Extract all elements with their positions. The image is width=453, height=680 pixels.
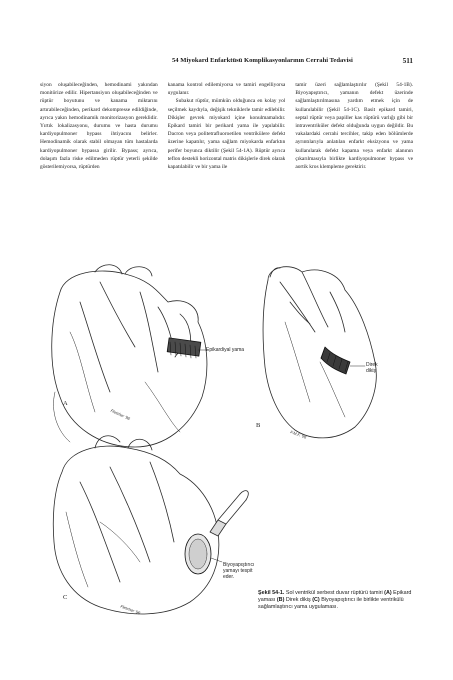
figure-54-1 <box>40 262 420 642</box>
paragraph: kanama kontrol edilemiyorsa ve tamiri engelliyorsa uygulanır. <box>167 82 286 97</box>
artist-signature: Fletcher '96 <box>109 407 131 422</box>
label-direct-suture: Direk dikiş <box>366 362 378 374</box>
text-column-2 <box>168 81 286 231</box>
body-text <box>40 81 413 231</box>
paragraph: tamir üzeri sağlamlaştırılır (Şekil 54-1B). Biyoyapıştırıcı, yamanın defekt üzerinde sağlamlaştırılmasına yardım etmek için de kullanılabilir (Şekil 54-1C). Basit epikard tamiri, septal rüptür veya papiller kas rüptürü varlığı gibi bir intraventriküler defekt olduğunda uygun değildir. Bu vakalardaki cerrahi tercihler, takip eden bölümlerde ayrıntılarıyla anlatılan enfarkt eksizyonu ve yama kullanılarak defekt kapama veya enfarkt alanının çıkarılmasıyla birlikte kardiyopulmoner bypass ve aortik kros klempleme gerektirir. <box>295 82 414 171</box>
header-title: 54 Miyokard Enfarktüsü Komplikasyonlarının Cerrahi Tedavisi <box>172 57 353 64</box>
label-epicardial-patch: Epikardiyal yama <box>206 347 245 353</box>
paragraph: Subakut rüptür, mümkün olduğunca en kolay yol seçilmek kaydıyla, değişik tekniklerle tamir edilebilir. Dikişler gevrek miyokard içine konulmamalıdır. Epikard tamiri bir perikard yama ile yapılabilir. Dacron veya politetrafluoroetilen ventrikülere defekt üzerine kapatılır, yama sağlam miyokarda enfarktın perifer boyunca diktilir (Şekil 54-1A). Rüptür ayrıca teflon destekli horizontal matris dikişlerle direk olarak kapatılabilir ve bir yama ile <box>167 98 286 171</box>
caption-label: Şekil 54-1. <box>258 590 285 596</box>
panel-label-b: B <box>256 422 261 429</box>
page-number: 511 <box>402 57 413 65</box>
paragraph: siyon oluşabileceğinden, hemodinami yakından monitörize edilir. Hipertansiyon oluşabileceğinden ve rüptür boyutunu ve kanama miktarını artırabileceğinden, perikard dekompresse edildiğinde, ayrıca yakın hemodinamik monitorizasyon gereklidir. Yırtık lokalizasyonu, durumu ve hasta durumu kardiyopulmoner bypass ihtiyacını belirler. Hemodinamik olarak stabil olmayan tüm hastalarda kardiyopulmoner bypassa girilir. Bypass; ayrıca, dolaşım fazla riske edilmeden rüptür yeterli şekilde gösterilemiyorsa, rüptürden <box>40 82 158 171</box>
artist-signature: F.M.F. '96 <box>289 429 308 440</box>
artist-signature: Fletcher '96 <box>119 603 142 616</box>
text-column-3 <box>295 81 413 231</box>
panel-c-heart <box>53 436 248 614</box>
panel-b-heart <box>263 267 376 438</box>
label-bioadhesive: Biyoyapıştırıcı yamayı tespit eder. <box>223 562 255 580</box>
panel-label-c: C <box>63 594 68 601</box>
heart-illustrations <box>40 262 420 642</box>
figure-caption: Şekil 54-1. Sol ventrikül serbest duvar rüptürü tamiri (A) Epikard yaması (B) Direk dikiş (C) Biyoyapıştırıcı ile birlikte ventrikülü sağlamlaştırıcı yama uygulaması. <box>258 590 412 610</box>
panel-label-a: A <box>63 400 68 407</box>
running-header <box>172 57 413 65</box>
text-column-1 <box>40 81 158 231</box>
